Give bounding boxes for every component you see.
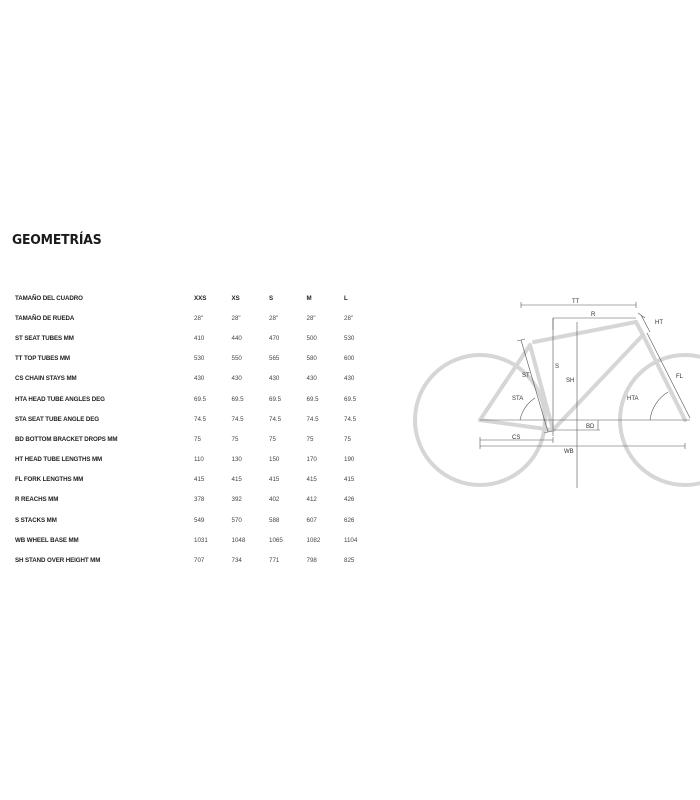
row-label: SH STAND OVER HEIGHT MM (15, 557, 101, 565)
table-row (15, 308, 382, 328)
row-value: 28" (269, 314, 279, 322)
row-label: R REACHS MM (15, 496, 59, 504)
row-label: TT TOP TUBES MM (15, 355, 70, 363)
row-value: 626 (344, 516, 355, 524)
row-value: 75 (231, 435, 239, 443)
label-st: ST (522, 373, 530, 379)
row-value: 825 (344, 557, 355, 565)
row-value: 69.5 (269, 395, 282, 403)
row-label: HTA HEAD TUBE ANGLES DEG (15, 395, 105, 403)
label-hta: HTA (627, 396, 639, 402)
row-value: 530 (344, 334, 355, 342)
row-label: TAMAÑO DE RUEDA (15, 314, 75, 322)
header-label: TAMAÑO DEL CUADRO (15, 294, 83, 302)
row-value: 426 (344, 496, 355, 504)
row-value: 580 (306, 355, 317, 363)
label-cs: CS (512, 435, 521, 441)
row-value: 1104 (344, 536, 358, 544)
row-value: 415 (269, 476, 280, 484)
row-value: 500 (306, 334, 317, 342)
table-row (15, 369, 382, 389)
row-value: 170 (306, 456, 317, 464)
row-value: 565 (269, 355, 280, 363)
label-sh: SH (566, 378, 575, 384)
table-row (15, 328, 382, 348)
label-ht: HT (655, 320, 663, 326)
table-row (15, 550, 382, 570)
label-r: R (591, 312, 596, 318)
table-row (15, 510, 382, 530)
row-value: 28" (194, 314, 204, 322)
bike-geometry-diagram (410, 290, 700, 490)
row-value: 410 (194, 334, 205, 342)
row-value: 69.5 (231, 395, 244, 403)
row-value: 734 (231, 557, 242, 565)
table-row (15, 450, 382, 470)
row-value: 430 (231, 375, 242, 383)
label-fl: FL (676, 374, 684, 380)
row-label: ST SEAT TUBES MM (15, 334, 74, 342)
row-value: 28" (344, 314, 354, 322)
row-value: 150 (269, 456, 280, 464)
row-label: HT HEAD TUBE LENGTHS MM (15, 456, 103, 464)
row-value: 588 (269, 516, 280, 524)
row-value: 74.5 (306, 415, 319, 423)
row-value: 430 (194, 375, 205, 383)
table-header-row (15, 288, 382, 308)
row-value: 470 (269, 334, 280, 342)
row-value: 74.5 (269, 415, 282, 423)
row-value: 28" (231, 314, 241, 322)
size-header: M (306, 294, 312, 302)
row-value: 75 (194, 435, 201, 443)
bike-frame (480, 322, 685, 430)
row-value: 430 (344, 375, 355, 383)
row-value: 75 (269, 435, 276, 443)
row-value: 607 (306, 516, 317, 524)
size-header: XXS (194, 294, 207, 302)
row-value: 392 (231, 496, 242, 504)
geometry-table (15, 288, 382, 571)
row-value: 74.5 (194, 415, 207, 423)
row-value: 530 (194, 355, 205, 363)
row-value: 190 (344, 456, 355, 464)
row-value: 130 (231, 456, 242, 464)
row-label: FL FORK LENGTHS MM (15, 476, 84, 484)
row-value: 440 (231, 334, 242, 342)
size-header: XS (231, 294, 240, 302)
row-value: 771 (269, 557, 280, 565)
row-value: 74.5 (231, 415, 244, 423)
row-value: 110 (194, 456, 204, 464)
row-label: WB WHEEL BASE MM (15, 536, 79, 544)
row-value: 415 (344, 476, 355, 484)
label-wb: WB (564, 449, 574, 455)
row-value: 600 (344, 355, 355, 363)
row-label: CS CHAIN STAYS MM (15, 375, 77, 383)
row-value: 69.5 (306, 395, 319, 403)
row-value: 430 (306, 375, 317, 383)
row-value: 430 (269, 375, 280, 383)
table-row (15, 389, 382, 409)
row-label: BD BOTTOM BRACKET DROPS MM (15, 435, 118, 443)
table-row (15, 530, 382, 550)
row-value: 1082 (306, 536, 321, 544)
row-value: 549 (194, 516, 205, 524)
row-value: 69.5 (194, 395, 207, 403)
row-label: STA SEAT TUBE ANGLE DEG (15, 415, 99, 423)
table-row (15, 490, 382, 510)
row-value: 74.5 (344, 415, 357, 423)
size-header: S (269, 294, 274, 302)
label-tt: TT (572, 299, 580, 305)
row-value: 415 (306, 476, 317, 484)
row-value: 1065 (269, 536, 283, 544)
row-value: 75 (344, 435, 351, 443)
table-row (15, 409, 382, 429)
row-value: 69.5 (344, 395, 357, 403)
label-sta: STA (512, 396, 524, 402)
row-value: 550 (231, 355, 242, 363)
row-label: S STACKS MM (15, 516, 57, 524)
row-value: 75 (306, 435, 314, 443)
table-row (15, 470, 382, 490)
label-bd: BD (586, 424, 595, 430)
size-header: L (344, 294, 348, 302)
label-s: S (555, 364, 560, 370)
row-value: 378 (194, 496, 205, 504)
row-value: 415 (194, 476, 205, 484)
table-row (15, 429, 382, 449)
row-value: 570 (231, 516, 242, 524)
row-value: 28" (306, 314, 316, 322)
table-row (15, 349, 382, 369)
row-value: 1031 (194, 536, 208, 544)
row-value: 707 (194, 557, 205, 565)
row-value: 1048 (231, 536, 246, 544)
page-title: GEOMETRÍAS (12, 232, 102, 248)
row-value: 402 (269, 496, 280, 504)
row-value: 412 (306, 496, 317, 504)
row-value: 415 (231, 476, 242, 484)
row-value: 798 (306, 557, 317, 565)
